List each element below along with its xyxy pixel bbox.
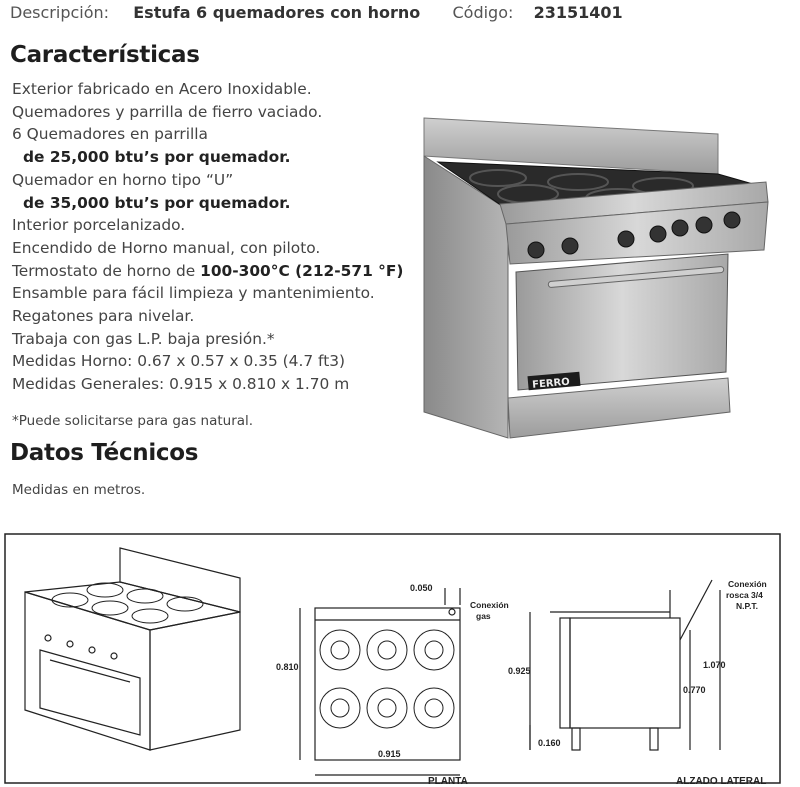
features-list — [12, 78, 403, 396]
feature-item: Trabaja con gas L.P. baja presión.* — [12, 329, 275, 348]
feature-item: Quemador en horno tipo “U” — [12, 170, 234, 189]
product-header — [10, 3, 623, 22]
side-conn-label-3: N.P.T. — [736, 601, 759, 611]
feature-item: Encendido de Horno manual, con piloto. — [12, 238, 321, 257]
tech-subtitle: Medidas en metros. — [12, 482, 146, 498]
feature-item: Medidas Horno: 0.67 x 0.57 x 0.35 (4.7 ft3) — [12, 352, 346, 371]
feature-item: Ensamble para fácil limpieza y mantenimiento. — [12, 284, 375, 303]
code-label: Código: — [452, 3, 514, 22]
description-value: Estufa 6 quemadores con horno — [133, 3, 421, 22]
plan-caption: PLANTA — [428, 776, 468, 787]
plan-depth-dim: 0.810 — [276, 662, 299, 672]
side-conn-label-1: Conexión — [728, 579, 767, 589]
feature-item: Exterior fabricado en Acero Inoxidable. — [12, 80, 312, 98]
side-conn-label-2: rosca 3/4 — [726, 590, 763, 600]
description-label: Descripción: — [10, 3, 110, 22]
brand-text: FERRO — [531, 376, 571, 391]
feature-item: de 25,000 btu’s por quemador. — [23, 148, 291, 167]
side-total-dim: 1.070 — [703, 660, 726, 670]
feature-item-thermostat — [12, 260, 403, 283]
side-gas-dim: 0.770 — [683, 685, 706, 695]
side-height-dim: 0.925 — [508, 666, 531, 676]
thermostat-range: 100-300°C (212-571 °F) — [200, 261, 404, 280]
code-value: 23151401 — [533, 3, 623, 22]
plan-width-dim: 0.915 — [378, 749, 401, 759]
features-title: Características — [10, 42, 200, 68]
side-caption: ALZADO LATERAL — [676, 776, 767, 787]
feature-item: Medidas Generales: 0.915 x 0.810 x 1.70 m — [12, 375, 350, 394]
plan-gas-label-2: gas — [476, 611, 491, 621]
feature-item: 6 Quemadores en parrilla — [12, 125, 208, 144]
feature-item: Regatones para nivelar. — [12, 307, 195, 326]
tech-title: Datos Técnicos — [10, 440, 199, 466]
feature-item: Interior porcelanizado. — [12, 216, 186, 235]
technical-drawing — [0, 530, 800, 787]
footnote: *Puede solicitarse para gas natural. — [12, 413, 254, 429]
plan-gas-label-1: Conexión — [470, 600, 509, 610]
plan-top-dim: 0.050 — [410, 583, 433, 593]
drawing-frame — [5, 534, 780, 783]
thermostat-prefix: Termostato de horno de — [12, 261, 201, 280]
side-leg-dim: 0.160 — [538, 738, 561, 748]
stove-photo — [418, 112, 770, 442]
feature-item: Quemadores y parrilla de fierro vaciado. — [12, 102, 323, 121]
feature-item: de 35,000 btu’s por quemador. — [23, 193, 291, 212]
